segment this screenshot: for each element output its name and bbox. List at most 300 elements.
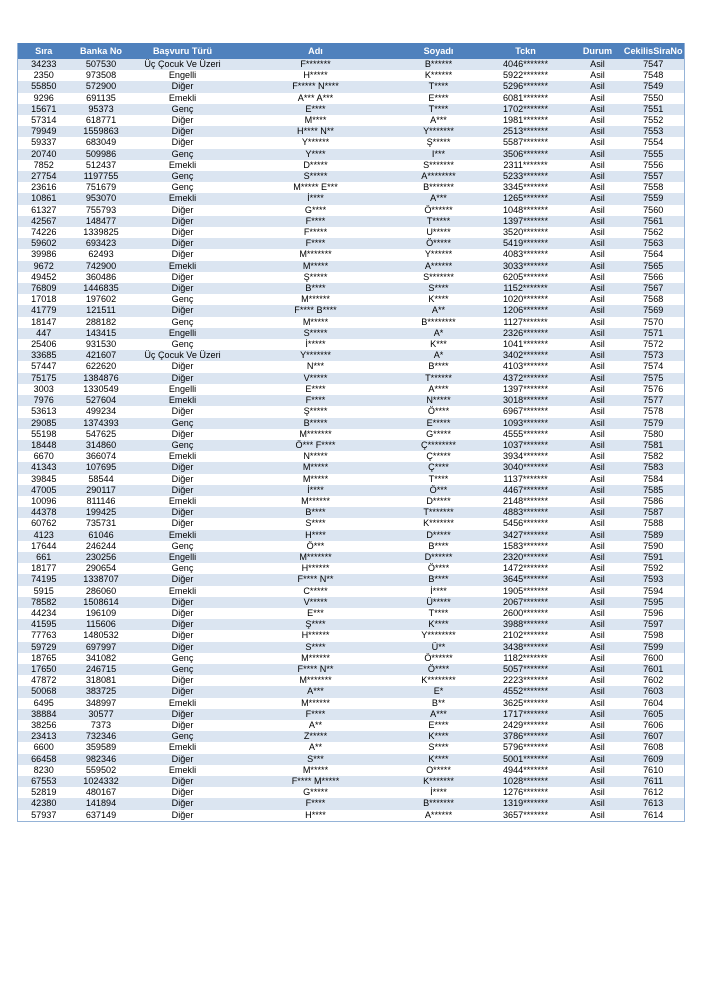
table-row (18, 59, 685, 70)
cell-tckn: 1981******* (479, 115, 573, 126)
cell-cekilis-sira-no: 7587 (623, 507, 685, 518)
cell-soyadi: E**** (399, 720, 479, 731)
cell-adi: A** (233, 742, 399, 753)
cell-sira: 6495 (18, 698, 70, 709)
cell-sira: 55850 (18, 81, 70, 92)
cell-soyadi: Y******* (399, 126, 479, 137)
cell-tckn: 1182******* (479, 653, 573, 664)
cell-adi: F**** B**** (233, 305, 399, 316)
cell-adi: Ş***** (233, 272, 399, 283)
table-row (18, 227, 685, 238)
cell-basvuru-turu: Genç (133, 653, 233, 664)
cell-banka-no: 290117 (70, 485, 133, 496)
cell-cekilis-sira-no: 7562 (623, 227, 685, 238)
cell-adi: S**** (233, 642, 399, 653)
cell-cekilis-sira-no: 7609 (623, 754, 685, 765)
cell-cekilis-sira-no: 7603 (623, 686, 685, 697)
cell-soyadi: U***** (399, 227, 479, 238)
cell-durum: Asil (573, 563, 623, 574)
cell-sira: 52819 (18, 787, 70, 798)
cell-adi: F**** (233, 709, 399, 720)
cell-sira: 18765 (18, 653, 70, 664)
cell-adi: F**** (233, 798, 399, 809)
cell-durum: Asil (573, 530, 623, 541)
cell-cekilis-sira-no: 7560 (623, 205, 685, 216)
cell-cekilis-sira-no: 7552 (623, 115, 685, 126)
cell-basvuru-turu: Diğer (133, 115, 233, 126)
cell-adi: İ***** (233, 339, 399, 350)
cell-soyadi: K******* (399, 518, 479, 529)
cell-banka-no: 1446835 (70, 283, 133, 294)
cell-adi: Y****** (233, 137, 399, 148)
cell-sira: 75175 (18, 373, 70, 384)
cell-soyadi: D***** (399, 530, 479, 541)
cell-durum: Asil (573, 238, 623, 249)
cell-banka-no: 421607 (70, 350, 133, 361)
cell-banka-no: 509986 (70, 149, 133, 160)
cell-basvuru-turu: Diğer (133, 754, 233, 765)
cell-adi: F**** (233, 395, 399, 406)
cell-basvuru-turu: Diğer (133, 406, 233, 417)
cell-basvuru-turu: Emekli (133, 530, 233, 541)
cell-sira: 2350 (18, 70, 70, 81)
cell-adi: C***** (233, 586, 399, 597)
cell-basvuru-turu: Genç (133, 418, 233, 429)
table-row (18, 552, 685, 563)
cell-sira: 23616 (18, 182, 70, 193)
cell-sira: 50068 (18, 686, 70, 697)
cell-durum: Asil (573, 350, 623, 361)
cell-tckn: 4046******* (479, 59, 573, 70)
cell-sira: 10861 (18, 193, 70, 204)
table-row (18, 776, 685, 787)
cell-durum: Asil (573, 485, 623, 496)
cell-durum: Asil (573, 686, 623, 697)
cell-durum: Asil (573, 653, 623, 664)
cell-adi: H**** (233, 530, 399, 541)
cell-cekilis-sira-no: 7607 (623, 731, 685, 742)
cell-sira: 38256 (18, 720, 70, 731)
cell-tckn: 1093******* (479, 418, 573, 429)
cell-soyadi: Ö****** (399, 653, 479, 664)
cell-sira: 20740 (18, 149, 70, 160)
cell-soyadi: K****** (399, 70, 479, 81)
cell-adi: M***** (233, 261, 399, 272)
table-row (18, 810, 685, 822)
table-row (18, 709, 685, 720)
cell-tckn: 3033******* (479, 261, 573, 272)
cell-tckn: 1152******* (479, 283, 573, 294)
cell-banka-no: 1339825 (70, 227, 133, 238)
cell-adi: N*** (233, 361, 399, 372)
cell-cekilis-sira-no: 7559 (623, 193, 685, 204)
cell-banka-no: 141894 (70, 798, 133, 809)
cell-banka-no: 1024332 (70, 776, 133, 787)
cell-soyadi: S******* (399, 160, 479, 171)
cell-sira: 49452 (18, 272, 70, 283)
cell-durum: Asil (573, 126, 623, 137)
cell-cekilis-sira-no: 7593 (623, 574, 685, 585)
cell-soyadi: Ö***** (399, 238, 479, 249)
cell-soyadi: A*** (399, 115, 479, 126)
cell-soyadi: A* (399, 328, 479, 339)
cell-adi: S***** (233, 328, 399, 339)
cell-tckn: 5296******* (479, 81, 573, 92)
cell-adi: M****** (233, 653, 399, 664)
cell-tckn: 1041******* (479, 339, 573, 350)
cell-tckn: 5057******* (479, 664, 573, 675)
cell-cekilis-sira-no: 7610 (623, 765, 685, 776)
cell-tckn: 1905******* (479, 586, 573, 597)
cell-banka-no: 383725 (70, 686, 133, 697)
cell-tckn: 3018******* (479, 395, 573, 406)
table-row (18, 608, 685, 619)
cell-cekilis-sira-no: 7557 (623, 171, 685, 182)
cell-adi: H****** (233, 563, 399, 574)
cell-soyadi: S**** (399, 742, 479, 753)
table-row (18, 339, 685, 350)
cell-cekilis-sira-no: 7577 (623, 395, 685, 406)
cell-durum: Asil (573, 395, 623, 406)
cell-durum: Asil (573, 418, 623, 429)
table-row (18, 440, 685, 451)
cell-sira: 57314 (18, 115, 70, 126)
table-body (18, 59, 685, 821)
table-row (18, 653, 685, 664)
cell-cekilis-sira-no: 7563 (623, 238, 685, 249)
cell-tckn: 3786******* (479, 731, 573, 742)
cell-basvuru-turu: Diğer (133, 597, 233, 608)
cell-cekilis-sira-no: 7597 (623, 619, 685, 630)
cell-cekilis-sira-no: 7551 (623, 104, 685, 115)
cell-basvuru-turu: Diğer (133, 227, 233, 238)
cell-durum: Asil (573, 541, 623, 552)
cell-tckn: 2513******* (479, 126, 573, 137)
cell-durum: Asil (573, 440, 623, 451)
cell-tckn: 1397******* (479, 384, 573, 395)
cell-basvuru-turu: Diğer (133, 249, 233, 260)
cell-banka-no: 348997 (70, 698, 133, 709)
cell-basvuru-turu: Genç (133, 440, 233, 451)
cell-adi: M****** (233, 294, 399, 305)
cell-sira: 25406 (18, 339, 70, 350)
cell-banka-no: 499234 (70, 406, 133, 417)
cell-durum: Asil (573, 104, 623, 115)
header-durum: Durum (573, 43, 623, 59)
cell-basvuru-turu: Emekli (133, 765, 233, 776)
cell-durum: Asil (573, 406, 623, 417)
cell-adi: M******* (233, 429, 399, 440)
header-tckn: Tckn (479, 43, 573, 59)
cell-sira: 57937 (18, 810, 70, 822)
cell-soyadi: A******** (399, 171, 479, 182)
cell-adi: Ö*** (233, 541, 399, 552)
cell-basvuru-turu: Diğer (133, 462, 233, 473)
cell-banka-no: 1508614 (70, 597, 133, 608)
cell-basvuru-turu: Diğer (133, 474, 233, 485)
cell-basvuru-turu: Diğer (133, 720, 233, 731)
cell-sira: 8230 (18, 765, 70, 776)
cell-adi: M**** (233, 115, 399, 126)
cell-durum: Asil (573, 93, 623, 104)
cell-soyadi: B** (399, 698, 479, 709)
cell-cekilis-sira-no: 7569 (623, 305, 685, 316)
cell-soyadi: Ş***** (399, 137, 479, 148)
cell-cekilis-sira-no: 7576 (623, 384, 685, 395)
cell-basvuru-turu: Genç (133, 104, 233, 115)
cell-banka-no: 1330549 (70, 384, 133, 395)
cell-tckn: 2326******* (479, 328, 573, 339)
cell-soyadi: K**** (399, 619, 479, 630)
table-row (18, 675, 685, 686)
cell-cekilis-sira-no: 7583 (623, 462, 685, 473)
cell-adi: F***** (233, 227, 399, 238)
cell-cekilis-sira-no: 7602 (623, 675, 685, 686)
cell-cekilis-sira-no: 7554 (623, 137, 685, 148)
cell-sira: 59602 (18, 238, 70, 249)
cell-tckn: 5587******* (479, 137, 573, 148)
cell-durum: Asil (573, 272, 623, 283)
cell-basvuru-turu: Genç (133, 563, 233, 574)
cell-tckn: 2102******* (479, 630, 573, 641)
cell-banka-no: 121511 (70, 305, 133, 316)
cell-basvuru-turu: Engelli (133, 552, 233, 563)
cell-tckn: 1717******* (479, 709, 573, 720)
cell-sira: 27754 (18, 171, 70, 182)
cell-banka-no: 197602 (70, 294, 133, 305)
cell-basvuru-turu: Diğer (133, 686, 233, 697)
cell-soyadi: I*** (399, 149, 479, 160)
cell-adi: D***** (233, 160, 399, 171)
results-table (17, 43, 685, 822)
cell-cekilis-sira-no: 7595 (623, 597, 685, 608)
cell-cekilis-sira-no: 7606 (623, 720, 685, 731)
table-row (18, 429, 685, 440)
cell-adi: M******* (233, 552, 399, 563)
table-row (18, 787, 685, 798)
cell-banka-no: 58544 (70, 474, 133, 485)
cell-sira: 23413 (18, 731, 70, 742)
cell-sira: 74226 (18, 227, 70, 238)
cell-banka-no: 691135 (70, 93, 133, 104)
cell-basvuru-turu: Engelli (133, 384, 233, 395)
cell-durum: Asil (573, 451, 623, 462)
cell-cekilis-sira-no: 7612 (623, 787, 685, 798)
cell-tckn: 1206******* (479, 305, 573, 316)
cell-durum: Asil (573, 474, 623, 485)
header-basvuru-turu: Başvuru Türü (133, 43, 233, 59)
cell-cekilis-sira-no: 7611 (623, 776, 685, 787)
cell-adi: F**** (233, 238, 399, 249)
table-row (18, 272, 685, 283)
table-row (18, 193, 685, 204)
cell-durum: Asil (573, 709, 623, 720)
cell-basvuru-turu: Genç (133, 664, 233, 675)
cell-soyadi: B**** (399, 361, 479, 372)
cell-durum: Asil (573, 115, 623, 126)
cell-durum: Asil (573, 698, 623, 709)
cell-adi: E*** (233, 608, 399, 619)
cell-basvuru-turu: Emekli (133, 742, 233, 753)
table-row (18, 754, 685, 765)
table-row (18, 328, 685, 339)
cell-cekilis-sira-no: 7591 (623, 552, 685, 563)
cell-cekilis-sira-no: 7570 (623, 317, 685, 328)
cell-durum: Asil (573, 586, 623, 597)
cell-cekilis-sira-no: 7592 (623, 563, 685, 574)
cell-banka-no: 527604 (70, 395, 133, 406)
cell-tckn: 5419******* (479, 238, 573, 249)
cell-soyadi: E* (399, 686, 479, 697)
cell-tckn: 1397******* (479, 216, 573, 227)
cell-tckn: 5922******* (479, 70, 573, 81)
table-row (18, 518, 685, 529)
cell-soyadi: A****** (399, 261, 479, 272)
cell-soyadi: A*** (399, 709, 479, 720)
cell-banka-no: 1384876 (70, 373, 133, 384)
cell-sira: 10096 (18, 496, 70, 507)
table-row (18, 541, 685, 552)
cell-sira: 17644 (18, 541, 70, 552)
cell-adi: G**** (233, 205, 399, 216)
cell-tckn: 1319******* (479, 798, 573, 809)
cell-basvuru-turu: Diğer (133, 305, 233, 316)
table-row (18, 597, 685, 608)
cell-banka-no: 7373 (70, 720, 133, 731)
cell-cekilis-sira-no: 7550 (623, 93, 685, 104)
cell-basvuru-turu: Genç (133, 731, 233, 742)
cell-durum: Asil (573, 619, 623, 630)
cell-basvuru-turu: Emekli (133, 586, 233, 597)
cell-durum: Asil (573, 205, 623, 216)
table-row (18, 171, 685, 182)
cell-sira: 18177 (18, 563, 70, 574)
cell-durum: Asil (573, 216, 623, 227)
cell-cekilis-sira-no: 7561 (623, 216, 685, 227)
cell-adi: F**** (233, 216, 399, 227)
cell-sira: 78582 (18, 597, 70, 608)
cell-adi: İ**** (233, 193, 399, 204)
cell-banka-no: 1559863 (70, 126, 133, 137)
cell-adi: M***** (233, 765, 399, 776)
cell-banka-no: 1480532 (70, 630, 133, 641)
cell-sira: 79949 (18, 126, 70, 137)
cell-sira: 77763 (18, 630, 70, 641)
cell-sira: 18448 (18, 440, 70, 451)
header-banka-no: Banka No (70, 43, 133, 59)
cell-adi: M***** (233, 474, 399, 485)
cell-basvuru-turu: Diğer (133, 272, 233, 283)
cell-tckn: 5233******* (479, 171, 573, 182)
cell-tckn: 3040******* (479, 462, 573, 473)
table-row (18, 418, 685, 429)
cell-banka-no: 199425 (70, 507, 133, 518)
cell-tckn: 1127******* (479, 317, 573, 328)
cell-adi: Ö*** F**** (233, 440, 399, 451)
cell-basvuru-turu: Diğer (133, 608, 233, 619)
cell-basvuru-turu: Diğer (133, 283, 233, 294)
cell-sira: 53613 (18, 406, 70, 417)
cell-adi: İ**** (233, 485, 399, 496)
cell-soyadi: A* (399, 350, 479, 361)
table-row (18, 507, 685, 518)
cell-sira: 47872 (18, 675, 70, 686)
cell-soyadi: A** (399, 305, 479, 316)
cell-tckn: 5796******* (479, 742, 573, 753)
cell-adi: S**** (233, 518, 399, 529)
cell-adi: S***** (233, 171, 399, 182)
cell-banka-no: 341082 (70, 653, 133, 664)
cell-durum: Asil (573, 149, 623, 160)
table-row (18, 619, 685, 630)
cell-durum: Asil (573, 675, 623, 686)
cell-durum: Asil (573, 339, 623, 350)
cell-tckn: 4083******* (479, 249, 573, 260)
table-row (18, 384, 685, 395)
cell-adi: M******* (233, 675, 399, 686)
cell-adi: G***** (233, 787, 399, 798)
cell-sira: 44234 (18, 608, 70, 619)
cell-sira: 5915 (18, 586, 70, 597)
table-row (18, 81, 685, 92)
cell-sira: 38884 (18, 709, 70, 720)
table-row (18, 563, 685, 574)
cell-adi: M***** E*** (233, 182, 399, 193)
cell-soyadi: Y******** (399, 630, 479, 641)
cell-basvuru-turu: Diğer (133, 619, 233, 630)
cell-banka-no: 366074 (70, 451, 133, 462)
cell-tckn: 3402******* (479, 350, 573, 361)
cell-cekilis-sira-no: 7574 (623, 361, 685, 372)
cell-adi: A*** A*** (233, 93, 399, 104)
cell-banka-no: 288182 (70, 317, 133, 328)
cell-banka-no: 318081 (70, 675, 133, 686)
cell-banka-no: 953070 (70, 193, 133, 204)
table-row (18, 586, 685, 597)
cell-adi: F***** N**** (233, 81, 399, 92)
cell-adi: H****** (233, 630, 399, 641)
table-row (18, 395, 685, 406)
cell-adi: A*** (233, 686, 399, 697)
cell-cekilis-sira-no: 7580 (623, 429, 685, 440)
cell-banka-no: 359589 (70, 742, 133, 753)
cell-basvuru-turu: Emekli (133, 395, 233, 406)
cell-basvuru-turu: Diğer (133, 137, 233, 148)
cell-cekilis-sira-no: 7575 (623, 373, 685, 384)
cell-banka-no: 1197755 (70, 171, 133, 182)
cell-adi: N***** (233, 451, 399, 462)
cell-durum: Asil (573, 664, 623, 675)
cell-durum: Asil (573, 137, 623, 148)
cell-tckn: 3988******* (479, 619, 573, 630)
cell-durum: Asil (573, 742, 623, 753)
cell-adi: Y**** (233, 149, 399, 160)
cell-sira: 42380 (18, 798, 70, 809)
cell-basvuru-turu: Diğer (133, 507, 233, 518)
cell-durum: Asil (573, 171, 623, 182)
cell-sira: 6670 (18, 451, 70, 462)
cell-banka-no: 618771 (70, 115, 133, 126)
cell-banka-no: 314860 (70, 440, 133, 451)
cell-basvuru-turu: Engelli (133, 70, 233, 81)
cell-soyadi: K*** (399, 339, 479, 350)
cell-cekilis-sira-no: 7568 (623, 294, 685, 305)
cell-banka-no: 622620 (70, 361, 133, 372)
cell-soyadi: K**** (399, 294, 479, 305)
cell-basvuru-turu: Diğer (133, 810, 233, 822)
cell-soyadi: A**** (399, 384, 479, 395)
cell-durum: Asil (573, 787, 623, 798)
